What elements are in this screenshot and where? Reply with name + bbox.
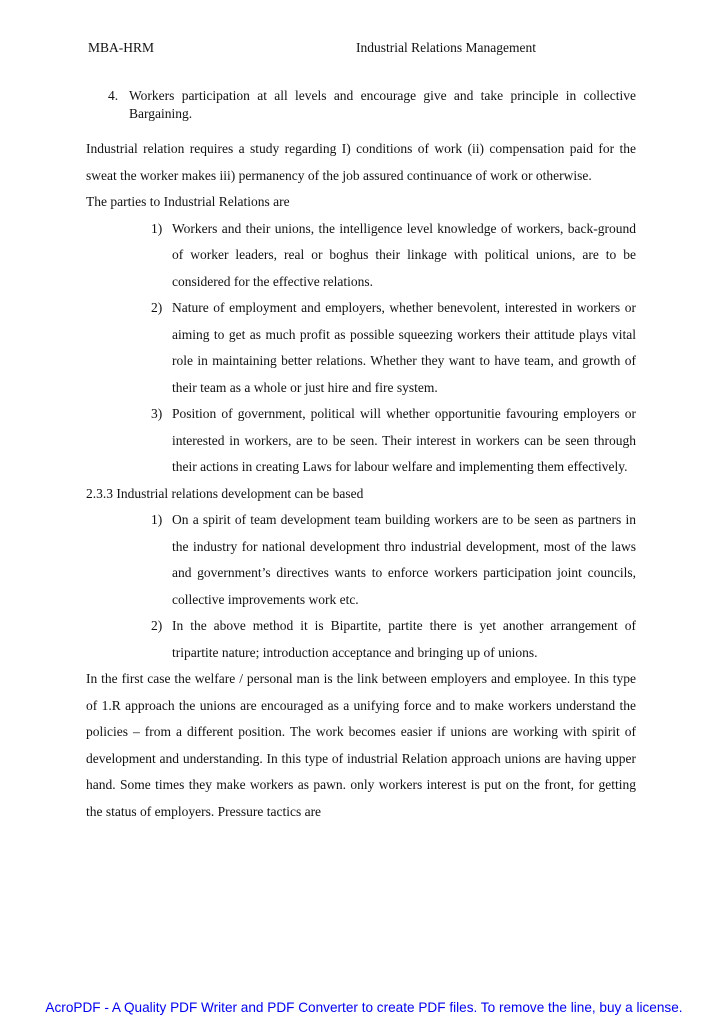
page-header <box>88 40 636 60</box>
list-item <box>151 613 636 666</box>
header-subject: Industrial Relations Management <box>356 40 536 55</box>
list-item-number: 2) <box>151 300 163 315</box>
list-item-number: 4. <box>108 88 119 103</box>
list-item <box>151 295 636 401</box>
list-item-text: Workers participation at all levels and encourage give and take principle in collective Bargaining. <box>129 88 636 121</box>
list-item-number: 2) <box>151 618 163 633</box>
list-item-text: In the above method it is Bipartite, partite there is yet another arrangement of tripartite nature; introduction acceptance and bringing up of unions. <box>172 618 636 660</box>
list-item-number: 3) <box>151 406 163 421</box>
parties-list <box>151 216 636 481</box>
list-item <box>151 401 636 481</box>
list-item-4 <box>108 87 636 123</box>
paragraph-study-regarding: Industrial relation requires a study regarding I) conditions of work (ii) compensation paid for the sweat the worker makes iii) permanency of the job assured continuance of work or otherwise. <box>86 141 636 183</box>
list-item-text: On a spirit of team development team building workers are to be seen as partners in the industry for national development thro industrial development, most of the laws and government’s directives wants to enforce workers participation joint councils, collective improvements work etc. <box>172 512 636 607</box>
paragraph-first-case: In the first case the welfare / personal man is the link between employers and employee. In this type of 1.R approach the unions are encouraged as a unifying force and to make workers understand the policies – from a different position. The work becomes easier if unions are working with spirit of development and understanding. In this type of industrial Relation approach unions are having upper hand. Some times they make workers as pawn. only workers interest is put on the front, for getting the status of employers. Pressure tactics are <box>86 671 636 819</box>
list-item-number: 1) <box>151 220 163 236</box>
development-list <box>151 507 636 666</box>
list-item <box>151 507 636 613</box>
list-item-number: 1) <box>151 512 163 527</box>
list-item-text: Workers and their unions, the intelligence level knowledge of workers, back-ground of worker leaders, real or boghus their linkage with political unions, are to be considered for the effective relations. <box>172 220 636 289</box>
converter-banner: AcroPDF - A Quality PDF Writer and PDF Converter to create PDF files. To remove the line, buy a license. <box>45 1000 683 1015</box>
list-item-text: Nature of employment and employers, whether benevolent, interested in workers or aiming to get as much profit as possible squeezing workers their attitude plays vital role in maintaining better relations. Whether they want to have team, and growth of their team as a whole or just hire and fire system. <box>172 300 636 395</box>
document-body <box>86 87 636 825</box>
header-course: MBA-HRM <box>88 40 155 55</box>
parties-heading: The parties to Industrial Relations are <box>86 194 290 209</box>
list-item-text: Position of government, political will whether opportunitie favouring employers or interested in workers, are to be seen. Their interest in workers can be seen through their actions in creating Laws for labour welfare and implementing them effectively. <box>172 406 636 474</box>
list-item <box>151 216 636 296</box>
section-heading: 2.3.3 Industrial relations development can be based <box>86 485 364 501</box>
